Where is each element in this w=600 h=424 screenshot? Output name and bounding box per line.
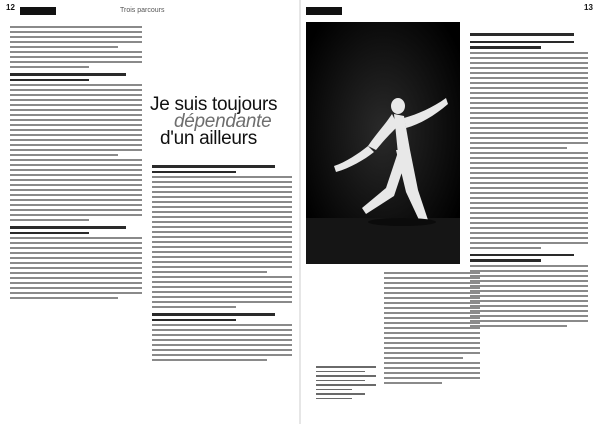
title-line-1: Je suis toujours [150,94,278,115]
right-column-2 [470,28,588,330]
right-magazine-bar [306,7,342,15]
article-title [150,96,320,147]
left-column-1 [10,26,142,302]
title-line-2: dépendante [174,111,272,132]
right-column-1 [384,272,480,387]
dancer-photo [306,22,460,264]
left-column-2 [152,160,292,364]
right-page-number: 13 [584,3,593,12]
left-magazine-bar [20,7,56,15]
left-page-number: 12 [6,3,15,12]
title-line-3: d'un ailleurs [160,128,257,149]
photo-caption [316,366,376,402]
section-label: Trois parcours [120,7,165,14]
dancer-figure-image [306,22,460,264]
